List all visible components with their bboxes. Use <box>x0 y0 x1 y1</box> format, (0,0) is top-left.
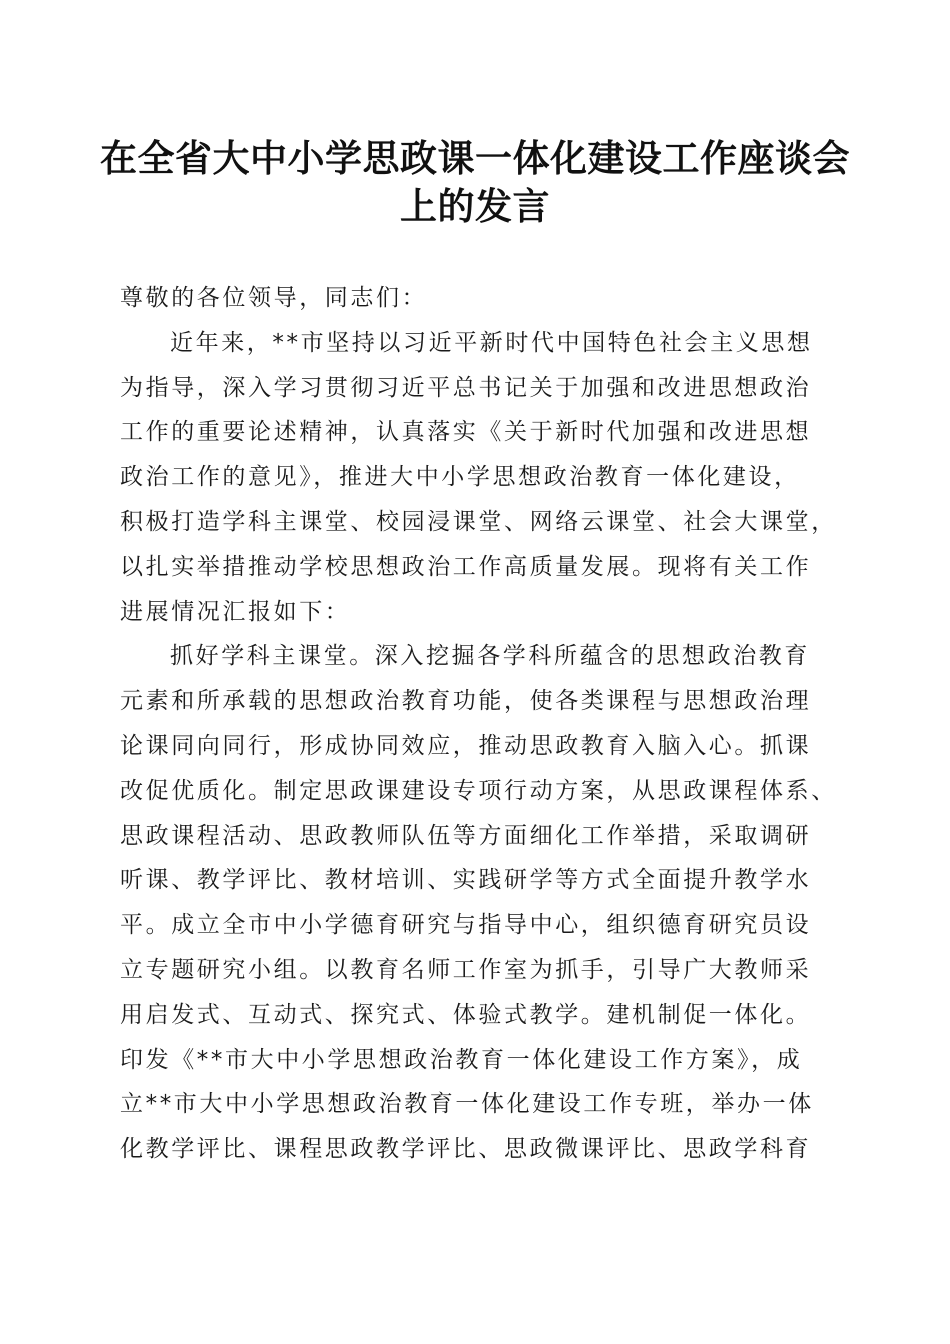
paragraph-1-line: 进展情况汇报如下： <box>120 598 351 625</box>
paragraph-1-line: 政治工作的意见》，推进大中小学思想政治教育一体化建设， <box>120 464 800 491</box>
paragraph-2-line: 改促优质化。制定思政课建设专项行动方案，从思政课程体系、 <box>120 777 837 804</box>
document-body <box>120 276 837 1172</box>
paragraph-2-line: 元素和所承载的思想政治教育功能，使各类课程与思想政治理 <box>120 688 812 715</box>
paragraph-2-line: 化教学评比、课程思政教学评比、思政微课评比、思政学科育 <box>120 1136 812 1163</box>
paragraph-2-line: 论课同向同行，形成协同效应，推动思政教育入脑入心。抓课 <box>120 732 812 759</box>
paragraph-2-line: 平。成立全市中小学德育研究与指导中心，组织德育研究员设 <box>120 912 812 939</box>
paragraph-1-line: 以扎实举措推动学校思想政治工作高质量发展。现将有关工作 <box>120 553 812 580</box>
title-line-1: 在全省大中小学思政课一体化建设工作座谈会 <box>100 136 850 180</box>
document-title <box>100 134 850 230</box>
paragraph-2-line: 立专题研究小组。以教育名师工作室为抓手，引导广大教师采 <box>120 956 812 983</box>
paragraph-1-line: 工作的重要论述精神，认真落实《关于新时代加强和改进思想 <box>120 419 812 446</box>
greeting: 尊敬的各位领导，同志们： <box>120 285 428 311</box>
paragraph-1-line: 近年来，**市坚持以习近平新时代中国特色社会主义思想 <box>170 329 813 356</box>
paragraph-2-line: 思政课程活动、思政教师队伍等方面细化工作举措，采取调研 <box>120 822 812 849</box>
paragraph-2-line: 用启发式、互动式、探究式、体验式教学。建机制促一体化。 <box>120 1001 812 1028</box>
paragraph-2-line: 抓好学科主课堂。深入挖掘各学科所蕴含的思想政治教育 <box>170 643 810 670</box>
paragraph-1-line: 为指导，深入学习贯彻习近平总书记关于加强和改进思想政治 <box>120 374 812 401</box>
paragraph-2-line: 听课、教学评比、教材培训、实践研学等方式全面提升教学水 <box>120 867 812 894</box>
paragraph-1-line: 积极打造学科主课堂、校园浸课堂、网络云课堂、社会大课堂， <box>120 508 837 535</box>
title-line-2: 上的发言 <box>400 184 550 228</box>
paragraph-2-line: 立**市大中小学思想政治教育一体化建设工作专班，举办一体 <box>120 1091 814 1118</box>
paragraph-2-line: 印发《**市大中小学思想政治教育一体化建设工作方案》，成 <box>120 1046 803 1073</box>
